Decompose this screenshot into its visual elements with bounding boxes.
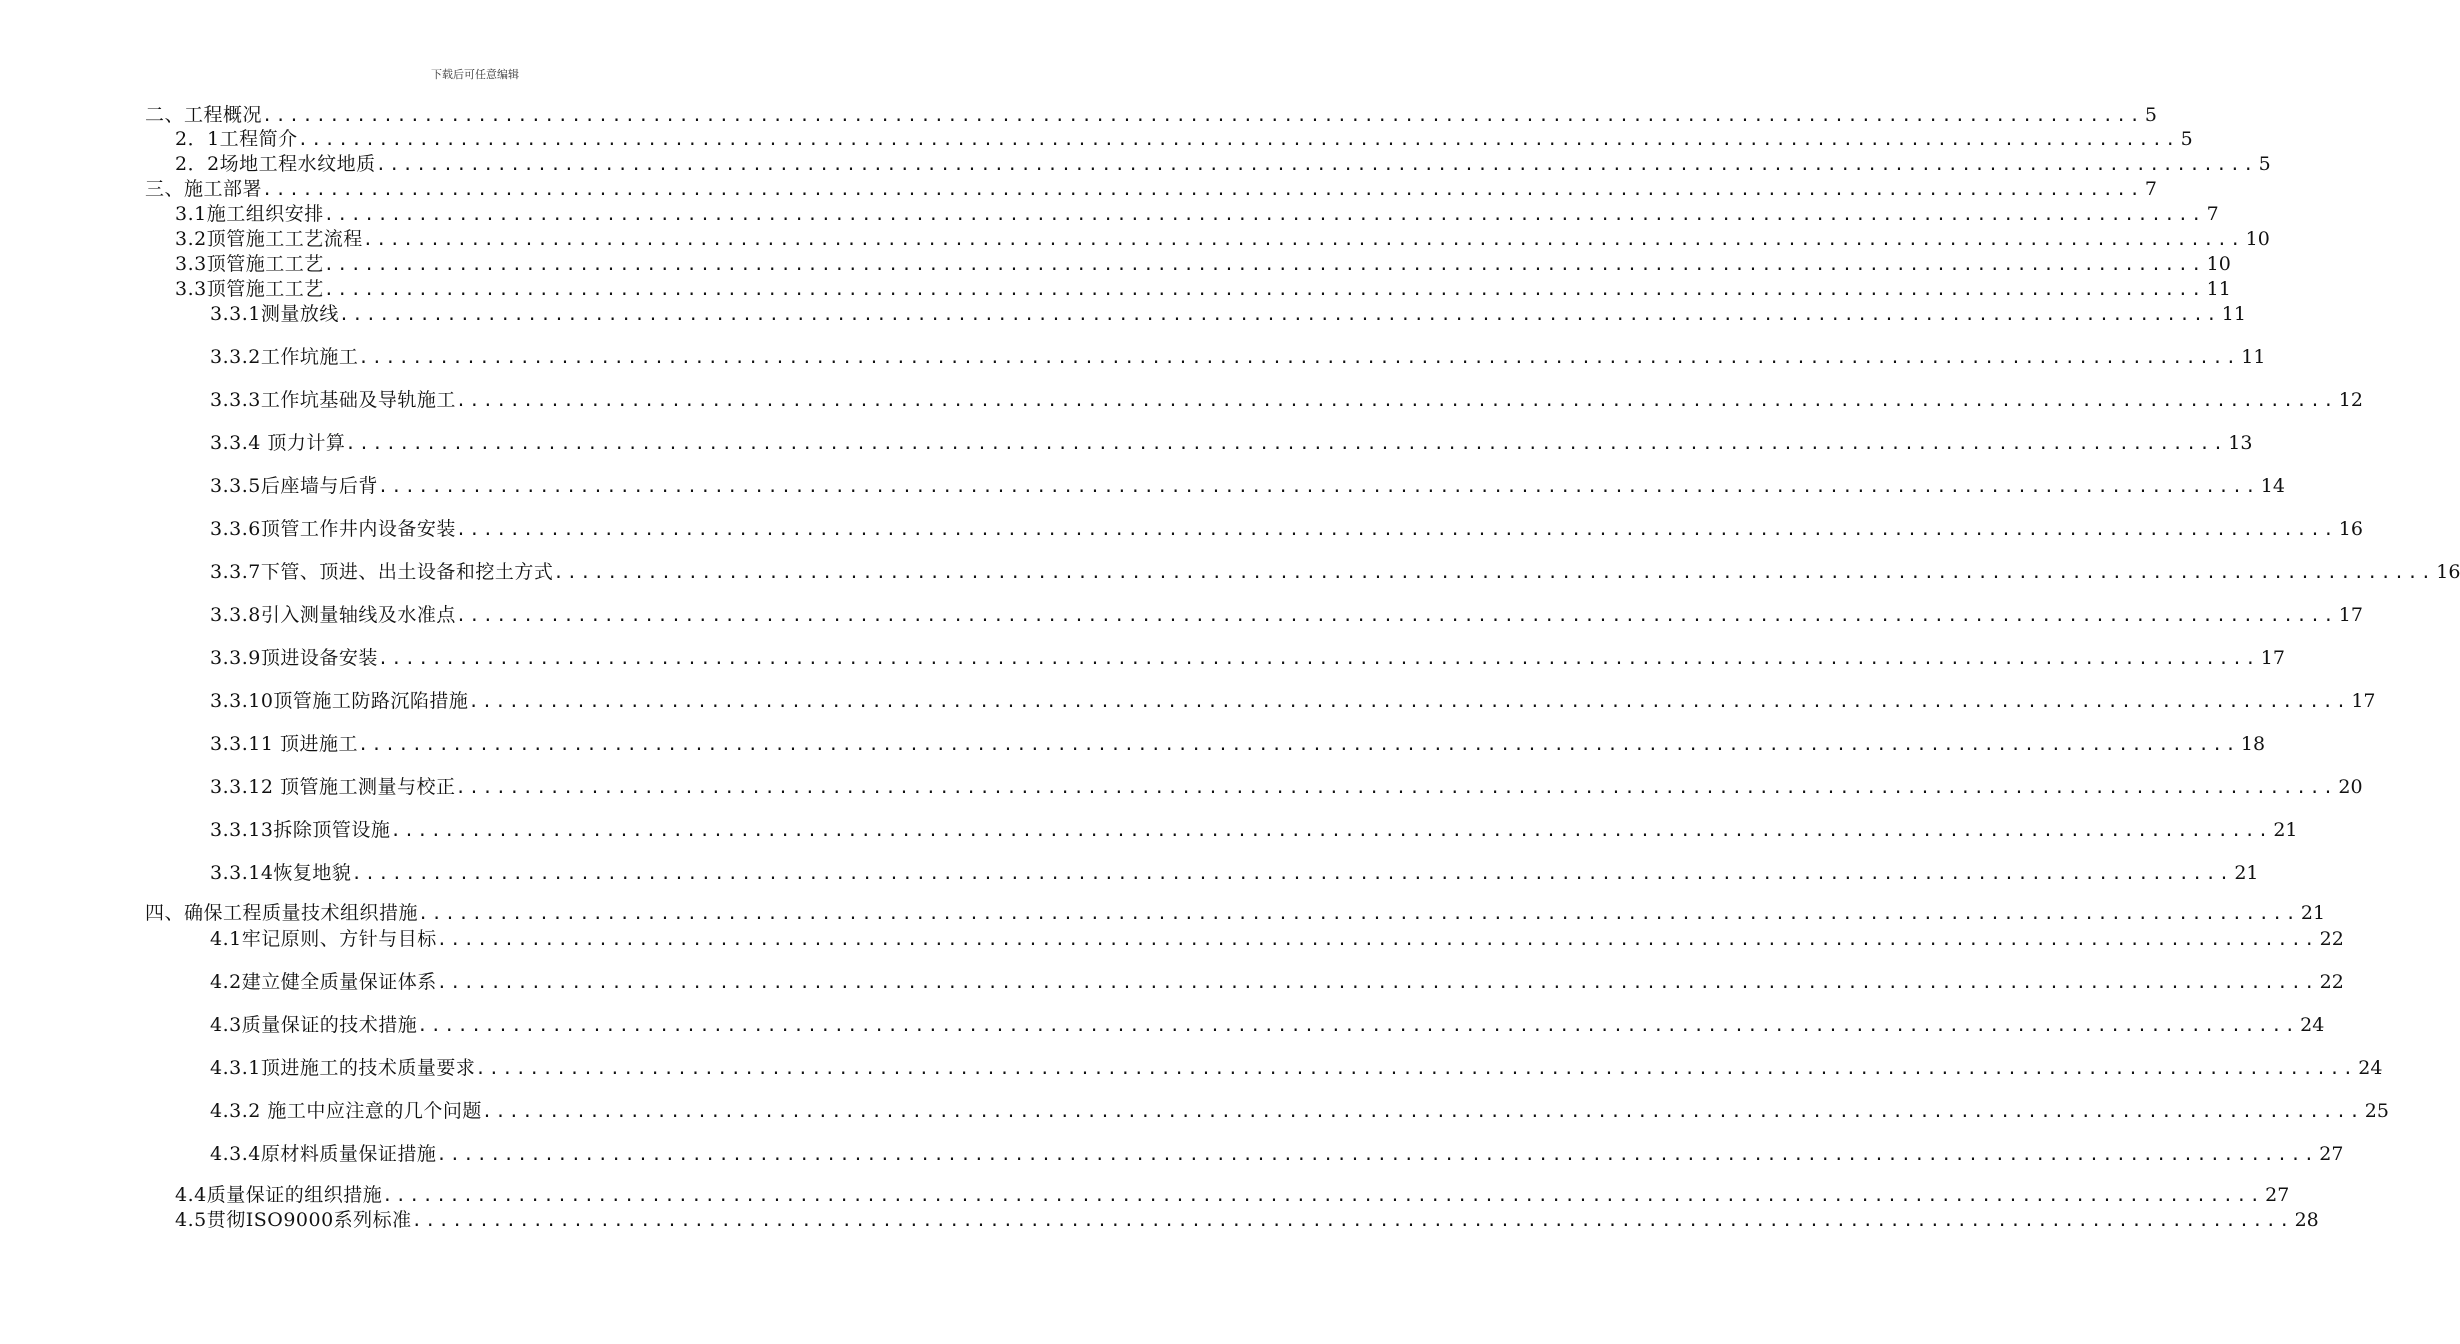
dot-leader: ............................................................................................................................................ [455,391,2337,411]
dot-leader: ............................................................................................................................................ [455,778,2337,798]
toc-entry[interactable] [175,151,2271,175]
toc-entry[interactable] [175,126,2193,150]
toc-entry-page: 20 [2338,776,2363,798]
toc-entry-page: 25 [2364,1100,2389,1122]
toc-entry[interactable] [210,559,2460,583]
dot-leader: ............................................................................................................................................ [455,606,2337,626]
toc-entry-page: 17 [2351,690,2376,712]
toc-entry[interactable] [145,176,2157,200]
dot-leader: ............................................................................................................................................ [436,1145,2318,1165]
dot-leader: ............................................................................................................................................ [455,520,2337,540]
dot-leader: ............................................................................................................................................ [411,1211,2293,1231]
toc-entry-page: 5 [2258,153,2271,175]
toc-entry-title: 4.3.4原材料质量保证措施 [210,1143,437,1165]
toc-entry-title: 3.3.10顶管施工防路沉陷措施 [210,690,469,712]
dot-leader: ............................................................................................................................................ [358,348,2240,368]
toc-entry-title: 2．1工程简介 [175,128,298,150]
toc-entry-page: 16 [2338,518,2363,540]
dot-leader: ............................................................................................................................................ [323,205,2205,225]
toc-entry[interactable] [145,102,2157,126]
toc-entry[interactable] [210,473,2285,497]
dot-leader: ............................................................................................................................................ [475,1059,2357,1079]
dot-leader: ............................................................................................................................................ [418,904,2299,924]
dot-leader: ............................................................................................................................................ [436,973,2318,993]
toc-entry-page: 5 [2180,128,2193,150]
toc-entry-page: 21 [2234,862,2259,884]
toc-entry-page: 16 [2436,561,2460,583]
toc-entry-title: 3.3.9顶进设备安装 [210,647,378,669]
toc-entry-title: 四、确保工程质量技术组织措施 [145,902,419,924]
toc-entry-title: 3.3.6顶管工作井内设备安装 [210,518,456,540]
toc-entry[interactable] [210,301,2246,325]
toc-entry-page: 21 [2273,819,2298,841]
toc-entry[interactable] [210,1098,2389,1122]
toc-entry-page: 24 [2358,1057,2383,1079]
toc-entry[interactable] [210,1141,2344,1165]
toc-entry[interactable] [175,276,2231,300]
toc-entry-page: 11 [2206,278,2231,300]
toc-entry[interactable] [210,602,2363,626]
toc-entry-title: 4.3.2 施工中应注意的几个问题 [210,1100,482,1122]
toc-entry-page: 22 [2319,971,2344,993]
toc-entry-page: 10 [2206,253,2231,275]
toc-entry[interactable] [210,1055,2383,1079]
toc-entry-page: 11 [2221,303,2246,325]
dot-leader: ............................................................................................................................................ [351,864,2233,884]
toc-entry-title: 3.3.3工作坑基础及导轨施工 [210,389,456,411]
dot-leader: ............................................................................................................................................ [417,1016,2299,1036]
page-header: 下载后可任意编辑 [431,68,519,81]
toc-entry-title: 3.1施工组织安排 [175,203,324,225]
toc-entry-title: 3.3.14恢复地貌 [210,862,352,884]
toc-entry[interactable] [145,900,2326,924]
toc-entry-title: 3.3.13拆除顶管设施 [210,819,391,841]
toc-entry[interactable] [210,516,2363,540]
toc-entry[interactable] [210,1012,2325,1036]
dot-leader: ............................................................................................................................................ [377,649,2259,669]
dot-leader: ............................................................................................................................................ [323,280,2205,300]
toc-entry-title: 4.5贯彻ISO9000系列标准 [175,1209,412,1231]
toc-entry-page: 7 [2144,178,2157,200]
dot-leader: ............................................................................................................................................ [436,930,2318,950]
toc-entry-page: 27 [2265,1184,2290,1206]
toc-entry[interactable] [175,1207,2319,1231]
toc-entry-title: 二、工程概况 [145,104,263,126]
toc-entry[interactable] [210,645,2285,669]
toc-entry-title: 3.3.11 顶进施工 [210,733,358,755]
toc-entry-page: 7 [2206,203,2219,225]
dot-leader: ............................................................................................................................................ [481,1102,2363,1122]
toc-entry[interactable] [210,688,2376,712]
toc-entry-title: 4.2建立健全质量保证体系 [210,971,437,993]
toc-entry-title: 2．2场地工程水纹地质 [175,153,376,175]
dot-leader: ............................................................................................................................................ [345,434,2227,454]
dot-leader: ............................................................................................................................................ [468,692,2350,712]
toc-entry[interactable] [175,1182,2290,1206]
dot-leader: ............................................................................................................................................ [377,477,2259,497]
dot-leader: ............................................................................................................................................ [362,230,2244,250]
toc-entry[interactable] [210,969,2344,993]
toc-entry-title: 3.3.4 顶力计算 [210,432,346,454]
toc-entry[interactable] [210,860,2259,884]
toc-entry-page: 17 [2338,604,2363,626]
toc-entry[interactable] [175,201,2219,225]
dot-leader: ............................................................................................................................................ [382,1186,2264,1206]
dot-leader: ............................................................................................................................................ [357,735,2239,755]
dot-leader: ............................................................................................................................................ [390,821,2272,841]
toc-entry[interactable] [210,430,2253,454]
toc-entry-page: 5 [2144,104,2157,126]
toc-entry-title: 三、施工部署 [145,178,263,200]
toc-entry-title: 3.3.7下管、顶进、出土设备和挖土方式 [210,561,554,583]
toc-entry-title: 3.3.2工作坑施工 [210,346,359,368]
toc-entry-page: 24 [2300,1014,2325,1036]
toc-entry-page: 12 [2338,389,2363,411]
toc-entry-title: 4.3.1顶进施工的技术质量要求 [210,1057,476,1079]
dot-leader: ............................................................................................................................................ [323,255,2205,275]
toc-entry-title: 3.3.8引入测量轴线及水准点 [210,604,456,626]
toc-entry[interactable] [175,251,2231,275]
toc-entry[interactable] [210,344,2266,368]
toc-entry[interactable] [175,226,2270,250]
toc-entry-page: 22 [2319,928,2344,950]
toc-entry[interactable] [210,817,2298,841]
dot-leader: ............................................................................................................................................ [262,180,2143,200]
toc-entry-title: 3.3顶管施工工艺 [175,253,324,275]
toc-entry[interactable] [210,926,2344,950]
toc-entry[interactable] [210,774,2363,798]
toc-entry-page: 13 [2228,432,2253,454]
toc-entry-page: 17 [2260,647,2285,669]
toc-entry[interactable] [210,387,2363,411]
toc-entry-title: 4.4质量保证的组织措施 [175,1184,383,1206]
toc-entry-title: 3.3顶管施工工艺 [175,278,324,300]
dot-leader: ............................................................................................................................................ [375,155,2257,175]
dot-leader: ............................................................................................................................................ [553,563,2435,583]
dot-leader: ............................................................................................................................................ [297,130,2179,150]
toc-entry-page: 11 [2241,346,2266,368]
toc-entry-title: 4.3质量保证的技术措施 [210,1014,418,1036]
toc-entry-title: 3.2顶管施工工艺流程 [175,228,363,250]
toc-entry-page: 27 [2319,1143,2344,1165]
dot-leader: ............................................................................................................................................ [338,305,2220,325]
toc-entry-page: 10 [2245,228,2270,250]
toc-entry-title: 4.1牢记原则、方针与目标 [210,928,437,950]
toc-entry-title: 3.3.12 顶管施工测量与校正 [210,776,456,798]
toc-entry-page: 18 [2240,733,2266,755]
toc-entry-title: 3.3.5后座墙与后背 [210,475,378,497]
dot-leader: ............................................................................................................................................ [262,106,2143,126]
toc-entry[interactable] [210,731,2266,755]
toc-entry-title: 3.3.1测量放线 [210,303,339,325]
toc-entry-page: 14 [2260,475,2285,497]
toc-entry-page: 21 [2300,902,2326,924]
toc-entry-page: 28 [2294,1209,2319,1231]
